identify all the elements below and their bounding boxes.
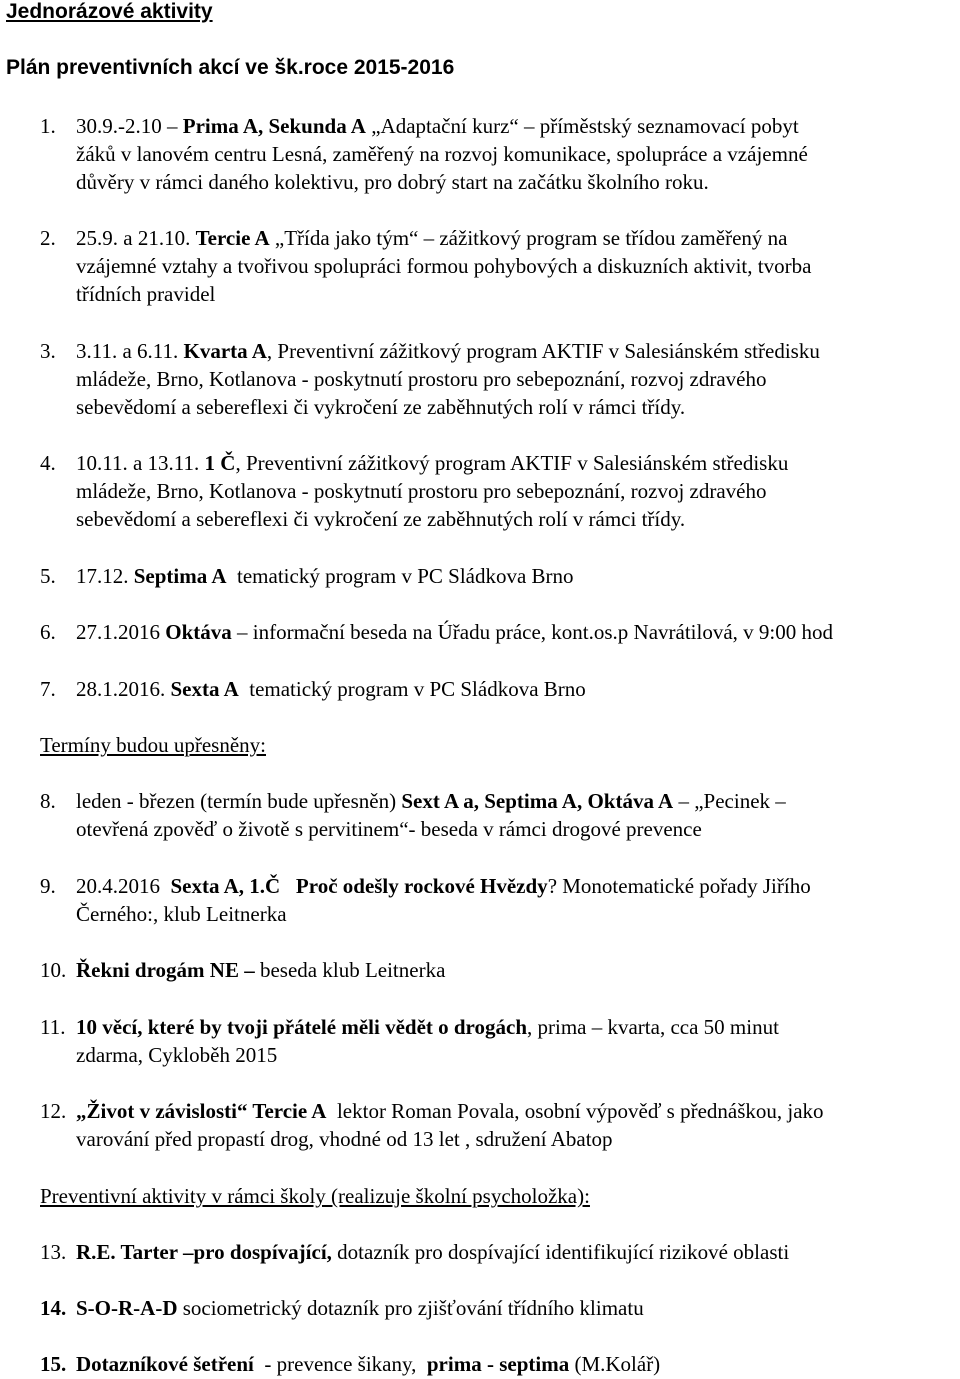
item-number: 15. [40,1352,67,1376]
item-class: Sexta A [170,677,239,701]
item-number: 10. [40,958,67,982]
item-description: varování před propastí drog, vhodné od 13 let , sdružení Abatop [76,1127,613,1151]
item-class: 1 Č [204,451,236,475]
item-name: „Třída jako tým“ [274,226,419,250]
list-item [40,1238,960,1266]
item-number: 5. [40,564,56,588]
item-description: důvěry v rámci daného kolektivu, pro dobrý start na začátku školního roku. [76,170,709,194]
item-description: , prima [527,1015,587,1039]
item-description: otevřená zpověď o životě s pervitinem“- beseda v rámci drogové prevence [76,817,702,841]
list-item [40,1097,960,1153]
item-number: 6. [40,620,56,644]
item-name: 10 věcí, které by tvoji přátelé měli vědět o drogách [76,1015,527,1039]
item-number: 12. [40,1099,67,1123]
item-class: Septima A [133,564,227,588]
item-number: 4. [40,451,56,475]
item-description: dotazník pro dospívající identifikující rizikové oblasti [337,1240,790,1264]
list-item: 1. 30.9.-2.10 – Prima A, Sekunda A „Adaptační kurz“ – příměstský seznamovací pobyt žáků v lanovém centru Lesná, zaměřený na rozvoj komunikace, spolupráce a vzájemné důvěry v rámci daného kolektivu, pro dobrý start na začátku školního roku. [40,112,960,196]
item-number: 11. [40,1015,66,1039]
item-class: Oktáva [165,620,232,644]
item-date: 28.1.2016. [76,677,166,701]
item-date: 30.9.-2.10 [76,114,162,138]
item-number: 3. [40,339,56,363]
item-name: Řekni drogám NE [76,958,239,982]
item-date: 25.9. a 21.10. [76,226,191,250]
item-description: informační beseda na Úřadu práce, kont.os.p Navrátilová, v 9:00 hod [252,620,834,644]
item-number: 1. [40,114,56,138]
list-item [40,675,960,703]
item-description: mládeže, Brno, Kotlanova - poskytnutí prostoru pro sebepoznání, rozvoj zdravého [76,479,767,503]
page-title: Jednorázové aktivity [6,0,213,23]
item-date: 20.4.2016 [76,874,160,898]
item-number: 13. [40,1240,67,1264]
list-item [40,872,960,928]
item-class: Sexta A, 1.Č [170,874,281,898]
item-description: Černého:, klub Leitnerka [76,902,287,926]
item-description: žáků v lanovém centru Lesná, zaměřený na rozvoj komunikace, spolupráce a vzájemné [76,142,808,166]
item-name: „Život v závislosti“ Tercie A [76,1099,327,1123]
item-date: 27.1.2016 [76,620,160,644]
item-description: sebevědomí a sebereflexi či vykročení ze zaběhnutých rolí v rámci třídy. [76,507,686,531]
item-name: Proč odešly rockové Hvězdy [295,874,548,898]
item-description: příměstský seznamovací pobyt [539,114,799,138]
item-date: 10.11. a 13.11. [76,451,200,475]
item-description: kvarta, cca 50 minut [607,1015,779,1039]
list-item: 8. leden - březen (termín bude upřesněn) Sext A a, Septima A, Oktáva A – „Pecinek – otevřená zpověď o životě s pervitinem“- beseda v rámci drogové prevence [40,787,960,843]
item-description: tematický program v PC Sládkova Brno [237,564,574,588]
item-description: , Preventivní zážitkový program AKTIF v Salesiánském středisku [235,451,789,475]
item-description: (M.Kolář) [574,1352,661,1376]
list-item [40,562,960,590]
item-description: sebevědomí a sebereflexi či vykročení ze zaběhnutých rolí v rámci třídy. [76,395,686,419]
item-description: třídních pravidel [76,282,216,306]
item-description: vzájemné vztahy a tvořivou spolupráci formou pohybových a diskuzních aktivit, tvorba [76,254,812,278]
item-description: mládeže, Brno, Kotlanova - poskytnutí prostoru pro sebepoznání, rozvoj zdravého [76,367,767,391]
item-name: R.E. Tarter –pro dospívající, [76,1240,332,1264]
item-number: 7. [40,677,56,701]
item-name: Dotazníkové šetření [76,1352,254,1376]
item-description: zážitkový program se třídou zaměřený na [439,226,788,250]
item-date: 17.12. [76,564,129,588]
item-class: Tercie A [195,226,270,250]
section-heading: Termíny budou upřesněny: [40,733,266,757]
list-item: 6. 27.1.2016 Oktáva – informační beseda na Úřadu práce, kont.os.p Navrátilová, v 9:00 hod [40,620,834,644]
item-date: leden - březen (termín bude upřesněn) [76,789,397,813]
item-class: Prima A, Sekunda A [182,114,366,138]
list-item [40,449,960,533]
item-class: Sext A a, Septima A, Oktáva A [401,789,674,813]
item-description: beseda klub Leitnerka [259,958,446,982]
list-item [40,1294,960,1322]
item-description: lektor Roman Povala, osobní výpověď s přednáškou, jako [336,1099,824,1123]
item-class: Kvarta A [183,339,267,363]
item-description: tematický program v PC Sládkova Brno [249,677,586,701]
item-name: „Pecinek [694,789,771,813]
item-number: 8. [40,789,56,813]
item-name: S-O-R-A-D [76,1296,178,1320]
item-description: zdarma, Cykloběh 2015 [76,1043,278,1067]
section-heading: Preventivní aktivity v rámci školy (realizuje školní psycholožka): [40,1184,590,1208]
item-description: , Preventivní zážitkový program AKTIF v Salesiánském středisku [266,339,820,363]
list-item: 2. 25.9. a 21.10. Tercie A „Třída jako tým“ – zážitkový program se třídou zaměřený na vzájemné vztahy a tvořivou spolupráci formou pohybových a diskuzních aktivit, tvorba třídních pravidel [40,224,960,308]
item-date: 3.11. a 6.11. [76,339,179,363]
item-description: - prevence šikany, [264,1352,417,1376]
list-item [40,337,960,421]
item-name: prima - septima [426,1352,570,1376]
list-item [40,1350,960,1378]
item-number: 14. [40,1296,67,1320]
item-description: ? Monotematické pořady Jiřího [547,874,811,898]
list-item: 11. 10 věcí, které by tvoji přátelé měli vědět o drogách, prima – kvarta, cca 50 minut zdarma, Cykloběh 2015 [40,1013,960,1069]
item-number: 9. [40,874,56,898]
item-description: sociometrický dotazník pro zjišťování třídního klimatu [182,1296,644,1320]
item-number: 2. [40,226,56,250]
page-subtitle: Plán preventivních akcí ve šk.roce 2015-2016 [6,56,455,79]
item-name: „Adaptační kurz“ [371,114,519,138]
list-item: 10. Řekni drogám NE – beseda klub Leitnerka [40,958,446,982]
